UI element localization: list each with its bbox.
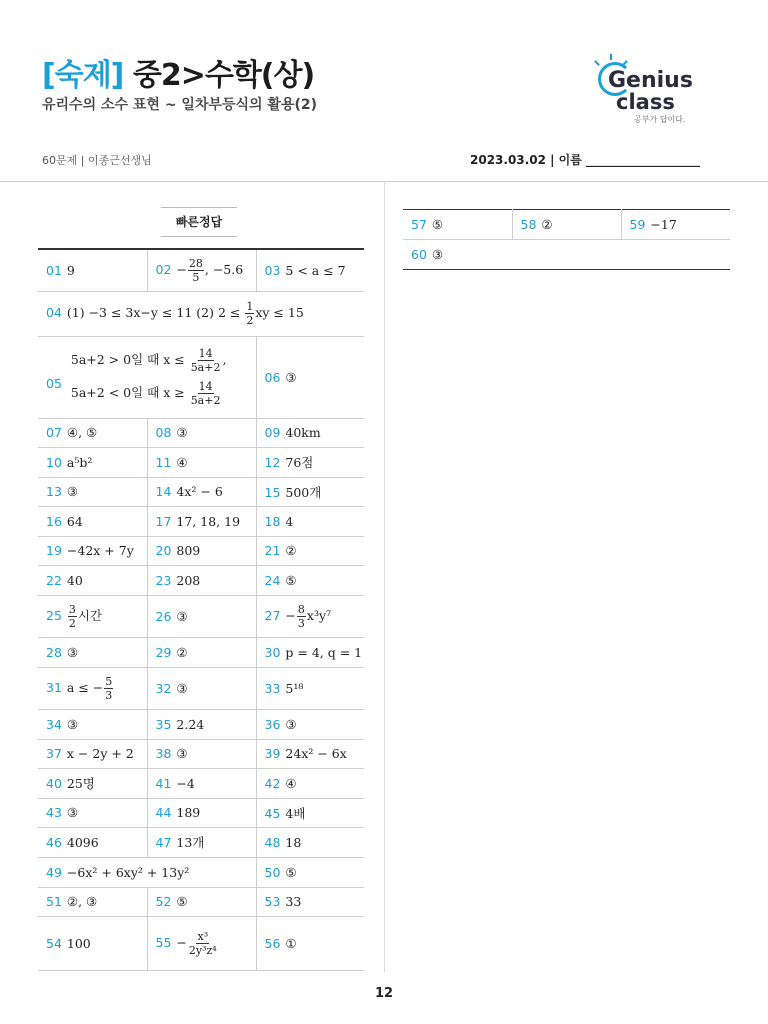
answer-cell: 39 24x² − 6x xyxy=(256,739,364,768)
answer-cell: 11 ④ xyxy=(147,447,256,477)
answer-cell: 57 ⑤ xyxy=(403,210,512,240)
answer-cell: 35 2.2̇4 xyxy=(147,709,256,739)
answer-cell: 52 ⑤ xyxy=(147,887,256,916)
answer-cell: 23 208 xyxy=(147,565,256,595)
answer-cell: 27 − $\frac{8}{3}$ x³y⁷ xyxy=(256,595,364,637)
page-number: 12 xyxy=(374,986,394,1001)
answer-cell: 58 ② xyxy=(512,210,621,240)
answer-cell: 10 a⁵b² xyxy=(38,447,147,477)
answer-cell: 49 −6x² + 6xy² + 13y² xyxy=(38,857,256,887)
answer-cell: 09 40km xyxy=(256,418,364,447)
answer-cell: 46 4096 xyxy=(38,827,147,857)
answer-cell: 04 (1) −3 ≤ 3x−y ≤ 11 (2) 2 ≤ $\frac{1}{2}$ xy ≤ 15 xyxy=(38,291,364,336)
answer-cell: 20 809 xyxy=(147,536,256,565)
bulb-ray-icon xyxy=(610,54,612,60)
answer-cell: 03 5 < a ≤ 7 xyxy=(256,249,364,291)
answer-cell: 28 ③ xyxy=(38,637,147,667)
answer-cell: 29 ② xyxy=(147,637,256,667)
answer-cell: 16 64 xyxy=(38,506,147,536)
answer-cell: 54 100 xyxy=(38,916,147,970)
answer-cell: 18 4 xyxy=(256,506,364,536)
answer-cell: 43 ③ xyxy=(38,798,147,827)
answer-cell: 53 33 xyxy=(256,887,364,916)
answer-cell: 56 ① xyxy=(256,916,364,970)
genius-class-logo xyxy=(594,58,704,124)
answer-cell: 08 ③ xyxy=(147,418,256,447)
problem-count-teacher: 60문제 | 이종근선생님 xyxy=(42,154,152,167)
answer-cell: 17 17, 18, 19 xyxy=(147,506,256,536)
answer-cell: 21 ② xyxy=(256,536,364,565)
answer-cell: 07 ④, ⑤ xyxy=(38,418,147,447)
answer-cell: 36 ③ xyxy=(256,709,364,739)
answer-cell: 47 13개 xyxy=(147,827,256,857)
logo-text-class: class xyxy=(616,90,675,114)
answer-cell: 60 ③ xyxy=(403,240,730,270)
answer-cell: 59 −17 xyxy=(621,210,730,240)
bulb-ray-icon xyxy=(594,60,600,66)
logo-tagline: 공부가 답이다. xyxy=(634,115,686,124)
answer-cell: 01 9 xyxy=(38,249,147,291)
title-tag: [숙제] xyxy=(42,58,124,93)
answer-cell: 30 p = 4, q = 1 xyxy=(256,637,364,667)
answer-cell: 31 a ≤ − $\frac{5}{3}$ xyxy=(38,667,147,709)
answer-cell: 45 4배 xyxy=(256,798,364,827)
answer-cell: 38 ③ xyxy=(147,739,256,768)
document-subtitle: 유리수의 소수 표현 ~ 일차부등식의 활용(2) xyxy=(42,97,318,113)
answer-cell: 13 ③ xyxy=(38,477,147,506)
answer-cell: 24 ⑤ xyxy=(256,565,364,595)
logo-text-genius: Genius xyxy=(608,68,693,93)
name-field-label: | 이름 ___________________ xyxy=(550,153,701,167)
answer-cell: 48 18 xyxy=(256,827,364,857)
answer-cell: 51 ②, ③ xyxy=(38,887,147,916)
quick-answer-label: 빠른정답 xyxy=(161,207,237,237)
answer-cell: 14 4x² − 6 xyxy=(147,477,256,506)
answer-cell: 12 76점 xyxy=(256,447,364,477)
answer-cell: 32 ③ xyxy=(147,667,256,709)
column-divider xyxy=(384,182,385,972)
answer-cell: 22 40 xyxy=(38,565,147,595)
date-name-line xyxy=(470,151,700,168)
answer-cell: 33 5¹⁸ xyxy=(256,667,364,709)
date: 2023.03.02 xyxy=(470,153,546,167)
answer-cell: 44 189 xyxy=(147,798,256,827)
answer-cell: 06 ③ xyxy=(256,336,364,418)
answer-cell: 37 x − 2y + 2 xyxy=(38,739,147,768)
document-title xyxy=(42,50,314,94)
answer-cell: 19 −42x + 7y xyxy=(38,536,147,565)
answer-cell: 41 −4 xyxy=(147,768,256,798)
answer-cell: 05 5a+2 > 0일 때 x ≤ $\frac{14}{5a+2}$ , 5a+2 < 0일 때 x ≥ $\frac{14}{5a+2}$ xyxy=(38,336,256,418)
title-main: 중2>수학(상) xyxy=(132,58,315,93)
answer-cell: 26 ③ xyxy=(147,595,256,637)
answer-cell: 34 ③ xyxy=(38,709,147,739)
answer-cell: 42 ④ xyxy=(256,768,364,798)
answer-cell: 55 − $\frac{\text{x³}}{\text{2y³z⁴}}$ xyxy=(147,916,256,970)
answer-cell: 25 $\frac{3}{2}$ 시간 xyxy=(38,595,147,637)
answer-cell: 50 ⑤ xyxy=(256,857,364,887)
answer-table-right xyxy=(403,209,730,270)
answer-table-left xyxy=(38,248,364,971)
answer-cell: 15 500개 xyxy=(256,477,364,506)
answer-cell: 40 25명 xyxy=(38,768,147,798)
answer-cell: 02 − $\frac{28}{5}$ , −5.6 xyxy=(147,249,256,291)
